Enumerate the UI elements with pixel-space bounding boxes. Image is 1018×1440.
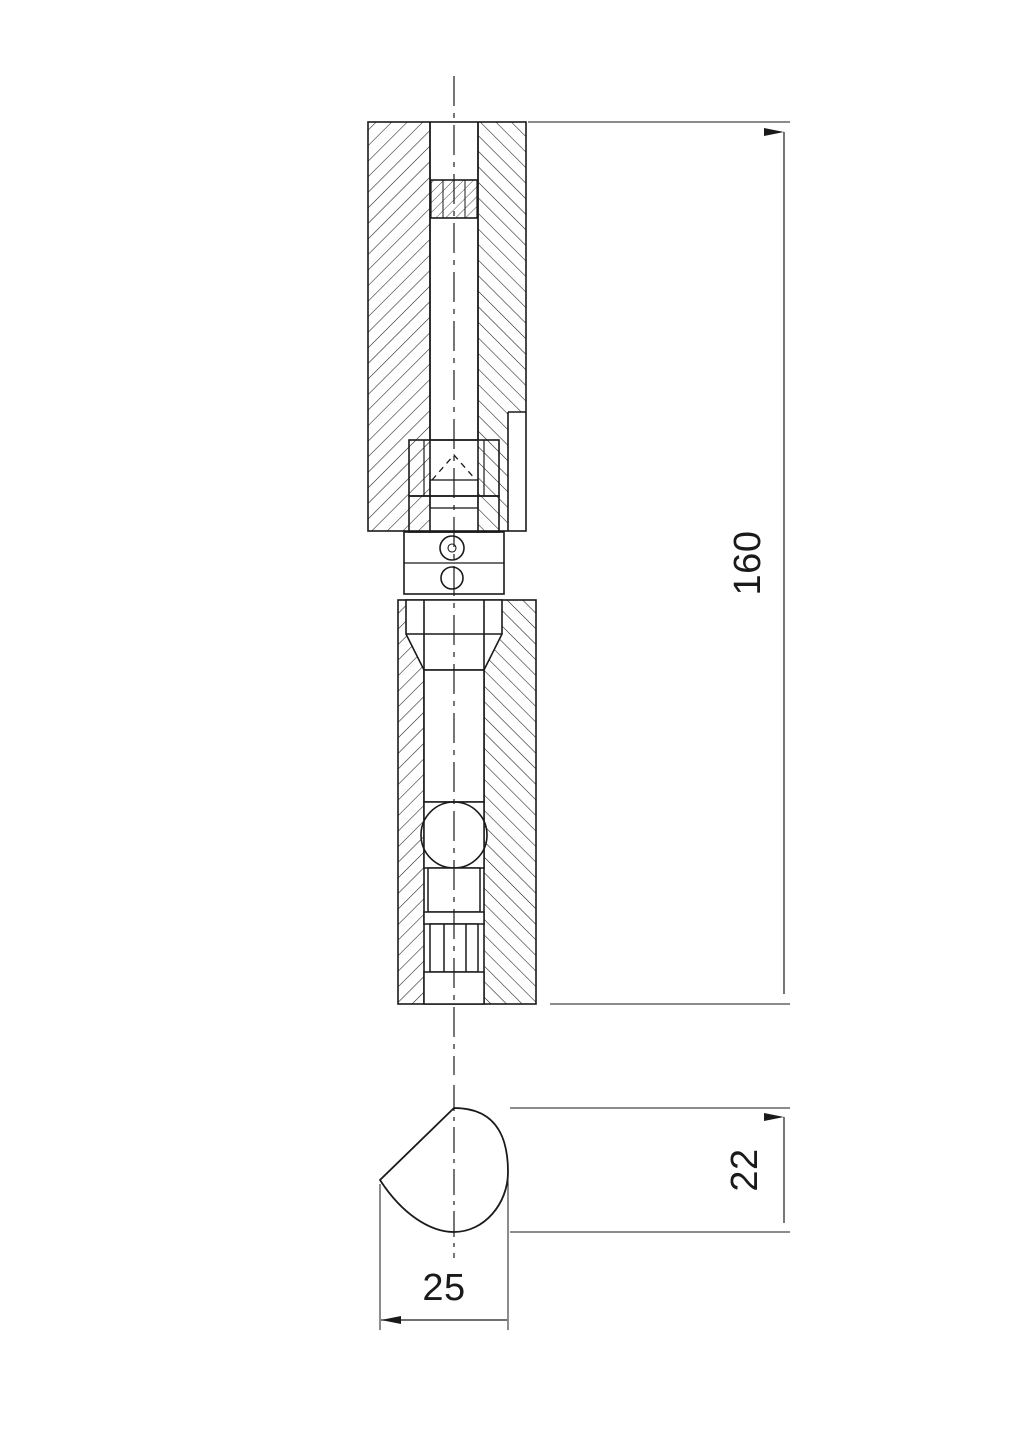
dimension-160 <box>528 122 790 1004</box>
dimension-label-22: 22 <box>724 1148 766 1192</box>
dimension-label-160: 160 <box>727 530 769 596</box>
longitudinal-section-view <box>368 76 536 1075</box>
cross-section-teardrop-view <box>380 1085 508 1258</box>
dimension-22 <box>510 1108 790 1232</box>
dimension-label-25: 25 <box>422 1267 466 1309</box>
